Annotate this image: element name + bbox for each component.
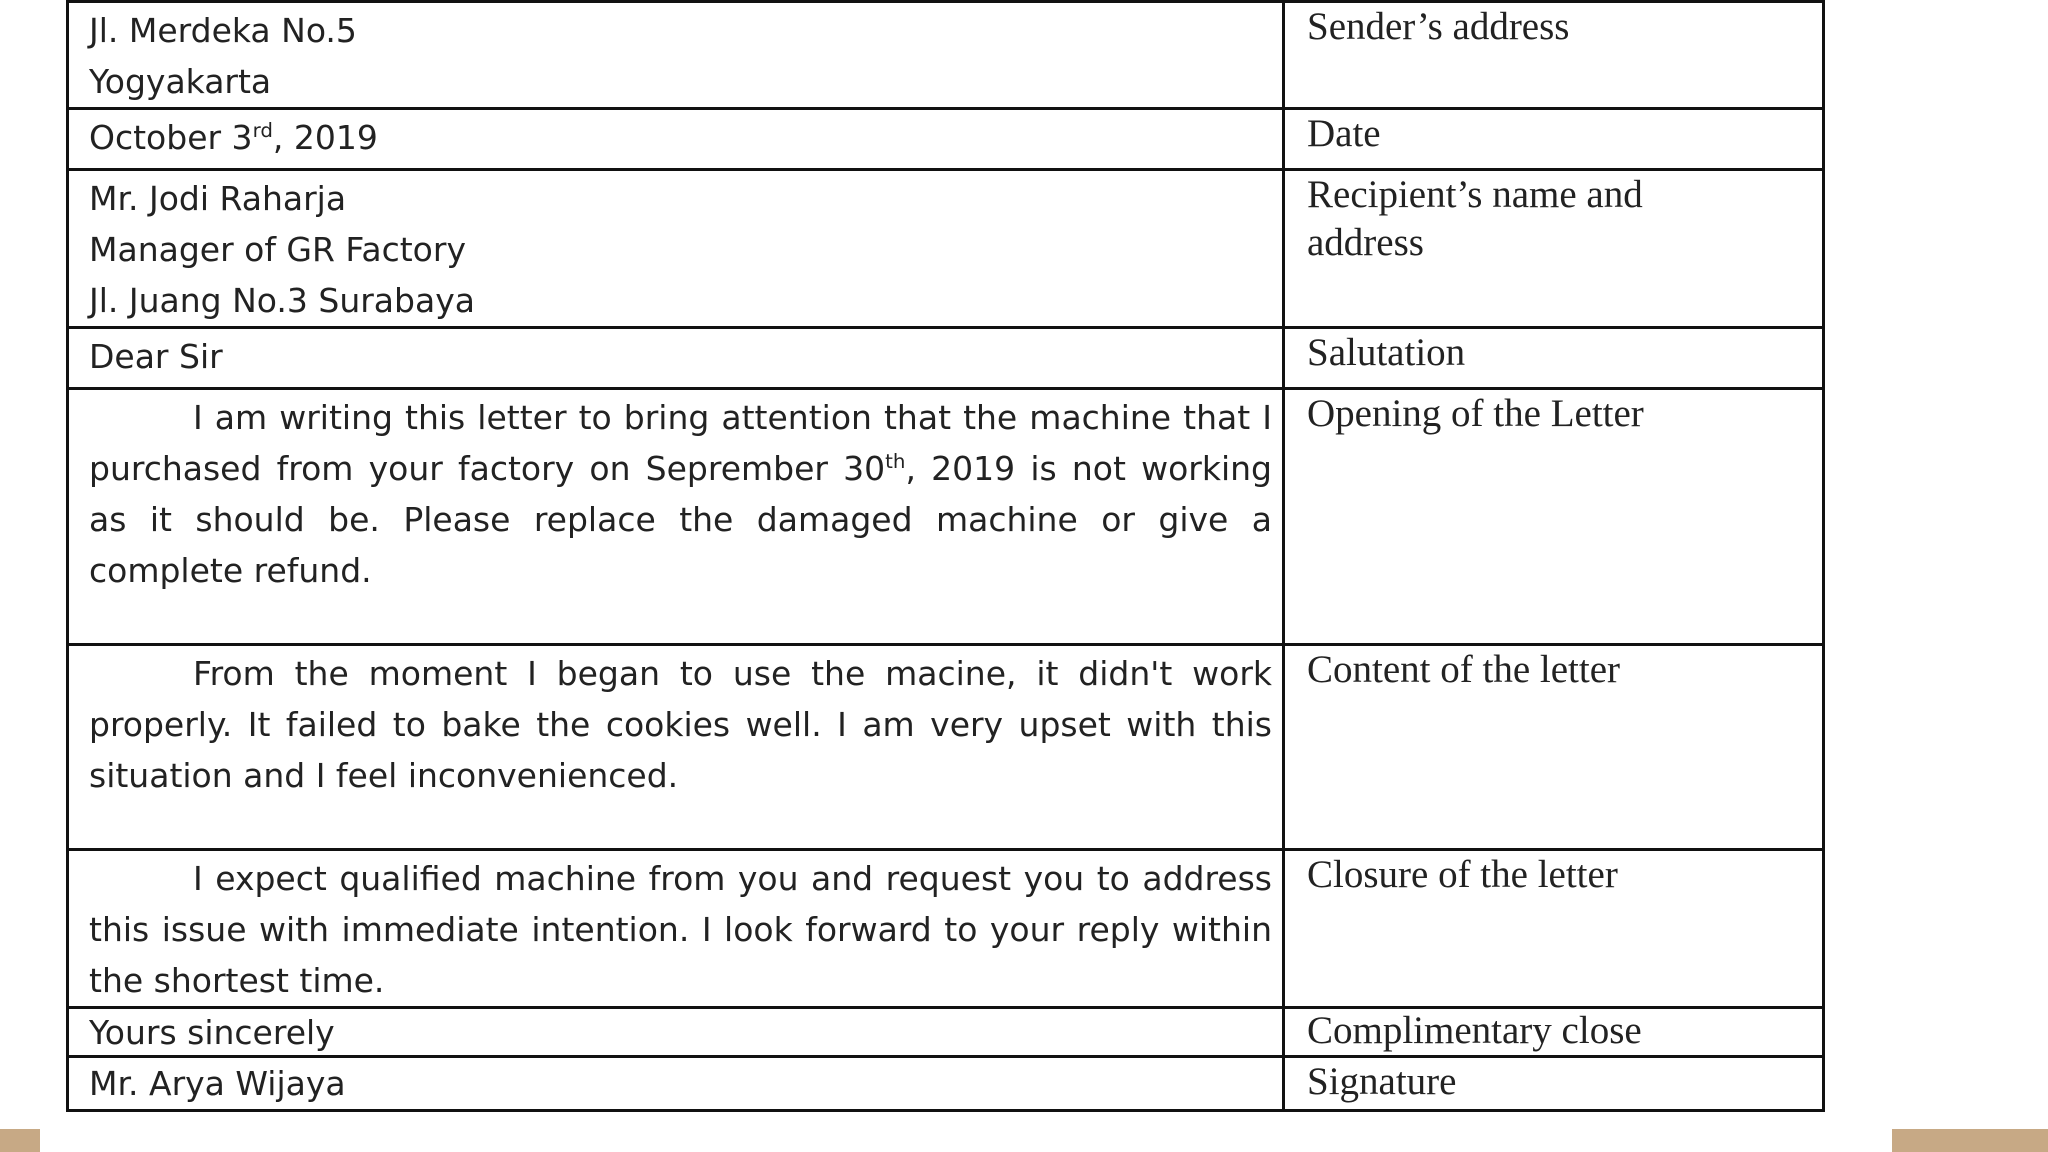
sender-city: Yogyakarta <box>89 62 272 101</box>
opening-cell <box>68 389 1284 645</box>
label-complimentary-close: Complimentary close <box>1307 1009 1642 1052</box>
signature-name: Mr. Arya Wijaya <box>89 1064 346 1103</box>
label-sender-address: Sender’s address <box>1307 5 1570 48</box>
label-opening: Opening of the Letter <box>1307 392 1644 435</box>
opening-text-part1: I am writing this letter to bring attention that the machine that I purchased from your factory on Seprember 30 <box>89 398 1272 488</box>
label-cell <box>1284 109 1824 170</box>
opening-ordinal: th <box>885 450 906 473</box>
label-closure: Closure of the letter <box>1307 853 1618 896</box>
date-prefix: October 3 <box>89 118 253 157</box>
recipient-title: Manager of GR Factory <box>89 230 466 269</box>
table-row <box>68 1057 1824 1111</box>
recipient-cell <box>68 170 1284 328</box>
closure-cell <box>68 850 1284 1008</box>
table-row <box>68 1008 1824 1057</box>
date-ordinal: rd <box>252 119 273 142</box>
label-salutation: Salutation <box>1307 331 1466 374</box>
content-cell <box>68 645 1284 850</box>
label-cell <box>1284 2 1824 109</box>
label-recipient-line2: address <box>1307 221 1424 264</box>
opening-paragraph <box>89 392 1272 596</box>
recipient-name: Mr. Jodi Raharja <box>89 179 347 218</box>
accent-bar-left <box>0 1129 40 1152</box>
label-date: Date <box>1307 112 1381 155</box>
label-cell <box>1284 1057 1824 1111</box>
table-row <box>68 2 1824 109</box>
complimentary-close-cell <box>68 1008 1284 1057</box>
date-suffix: , 2019 <box>272 118 378 157</box>
date-cell <box>68 109 1284 170</box>
table-row <box>68 850 1824 1008</box>
label-cell <box>1284 170 1824 328</box>
label-cell <box>1284 389 1824 645</box>
signature-cell <box>68 1057 1284 1111</box>
salutation-cell <box>68 328 1284 389</box>
complimentary-close-text: Yours sincerely <box>89 1013 335 1052</box>
opening-text-part2: , 2019 is not working as it should be. Please replace the damaged machine or give a complete refund. <box>89 449 1272 590</box>
letter-date <box>89 112 1272 163</box>
letter-structure-table <box>66 0 1825 1112</box>
accent-bar-right <box>1892 1129 2048 1152</box>
label-recipient-line1: Recipient’s name and <box>1307 173 1643 216</box>
table-row <box>68 389 1824 645</box>
sender-address-cell <box>68 2 1284 109</box>
table-row <box>68 645 1824 850</box>
label-content: Content of the letter <box>1307 648 1620 691</box>
label-signature: Signature <box>1307 1060 1457 1103</box>
label-cell <box>1284 645 1824 850</box>
table-row <box>68 109 1824 170</box>
sender-street: Jl. Merdeka No.5 <box>89 11 357 50</box>
salutation-text: Dear Sir <box>89 337 223 376</box>
content-paragraph: From the moment I began to use the macine, it didn't work properly. It failed to bake the cookies well. I am very upset with this situation and I feel inconvenienced. <box>89 654 1272 795</box>
table-row <box>68 170 1824 328</box>
label-cell <box>1284 328 1824 389</box>
table-row <box>68 328 1824 389</box>
recipient-address: Jl. Juang No.3 Surabaya <box>89 281 475 320</box>
label-cell <box>1284 850 1824 1008</box>
label-cell <box>1284 1008 1824 1057</box>
closure-paragraph: I expect qualified machine from you and request you to address this issue with immediate intention. I look forward to your reply within the shortest time. <box>89 859 1272 1000</box>
